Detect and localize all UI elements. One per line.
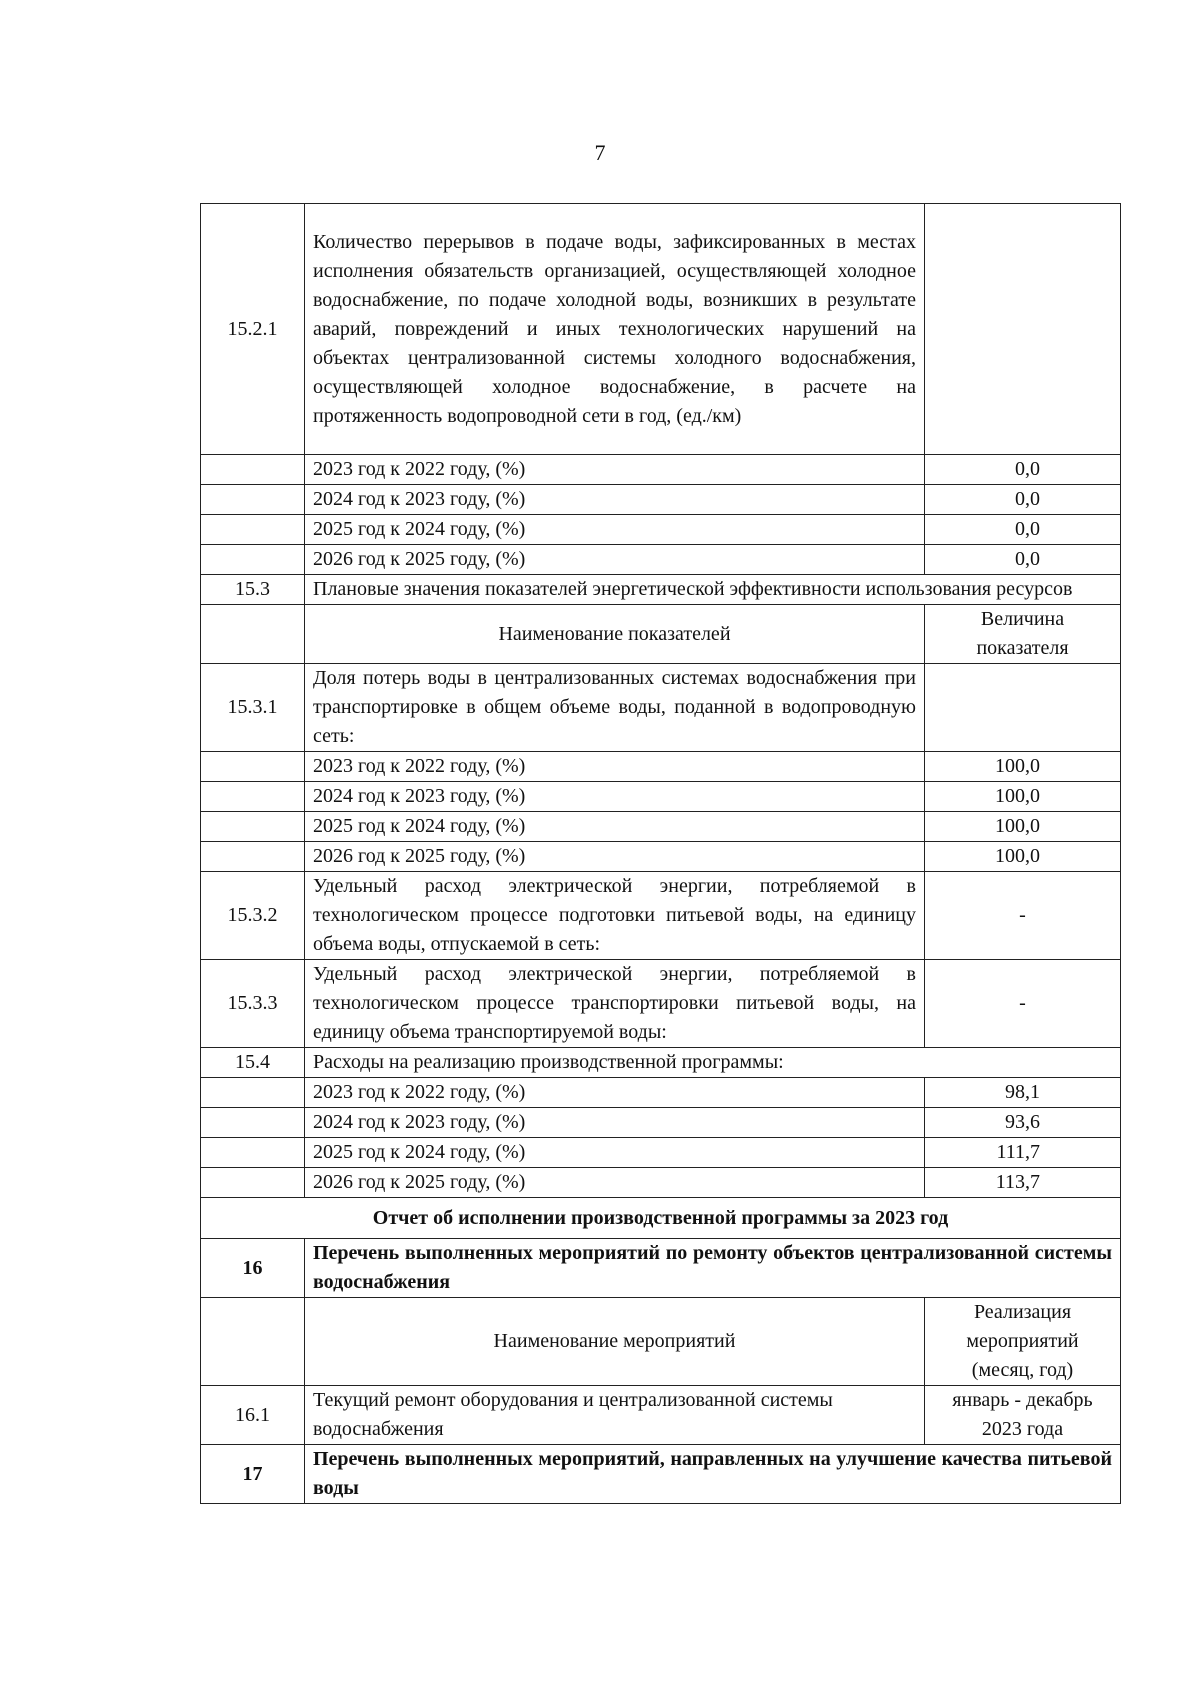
- table-row: [201, 1386, 1121, 1445]
- table-header-row: [201, 1298, 1121, 1386]
- row-label: 2026 год к 2025 году, (%): [305, 545, 925, 575]
- row-number: 15.3.2: [201, 872, 305, 960]
- row-value: 0,0: [925, 455, 1121, 485]
- table-row: [201, 1048, 1121, 1078]
- column-header-name: Наименование показателей: [305, 605, 925, 664]
- row-label: 2026 год к 2025 году, (%): [305, 842, 925, 872]
- row-number: 17: [201, 1445, 305, 1504]
- table-row: [201, 752, 1121, 782]
- row-description: Текущий ремонт оборудования и централизованной системы водоснабжения: [305, 1386, 925, 1445]
- row-value: [925, 664, 1121, 752]
- table-row: [201, 204, 1121, 455]
- table-row: [201, 1239, 1121, 1298]
- row-number: 15.3.3: [201, 960, 305, 1048]
- indicators-table: [200, 203, 1121, 1504]
- table-row: [201, 545, 1121, 575]
- table-row: [201, 664, 1121, 752]
- row-description: Плановые значения показателей энергетической эффективности использования ресурсов: [305, 575, 1121, 605]
- row-label: 2026 год к 2025 году, (%): [305, 1168, 925, 1198]
- row-number: 16.1: [201, 1386, 305, 1445]
- column-header-value: Величина показателя: [925, 605, 1121, 664]
- table-row: [201, 960, 1121, 1048]
- row-label: 2023 год к 2022 году, (%): [305, 1078, 925, 1108]
- row-description: Количество перерывов в подаче воды, зафиксированных в местах исполнения обязательств организацией, осуществляющей холодное водоснабжение, по подаче холодной воды, возникших в результате аварий, повреждений и иных технологических нарушений на объектах централизованной системы холодного водоснабжения, осуществляющей холодное водоснабжение, в расчете на протяженность водопроводной сети в год, (ед./км): [305, 204, 925, 455]
- row-value: [925, 204, 1121, 455]
- row-label: 2023 год к 2022 году, (%): [305, 752, 925, 782]
- table-row: [201, 872, 1121, 960]
- row-value: 113,7: [925, 1168, 1121, 1198]
- table-row: [201, 812, 1121, 842]
- table-row: [201, 1168, 1121, 1198]
- row-value: 0,0: [925, 545, 1121, 575]
- row-value: 98,1: [925, 1078, 1121, 1108]
- row-number: 15.4: [201, 1048, 305, 1078]
- row-value: 100,0: [925, 812, 1121, 842]
- row-description: Удельный расход электрической энергии, потребляемой в технологическом процессе подготовки питьевой воды, на единицу объема воды, отпускаемой в сеть:: [305, 872, 925, 960]
- table-row: [201, 842, 1121, 872]
- row-label: 2023 год к 2022 году, (%): [305, 455, 925, 485]
- row-value: -: [925, 960, 1121, 1048]
- row-value: январь - декабрь 2023 года: [925, 1386, 1121, 1445]
- table-row: [201, 575, 1121, 605]
- table-row: [201, 1108, 1121, 1138]
- column-header-name: Наименование мероприятий: [305, 1298, 925, 1386]
- page-number: 7: [594, 140, 606, 165]
- table-row: [201, 455, 1121, 485]
- row-description: Расходы на реализацию производственной программы:: [305, 1048, 1121, 1078]
- row-number: 15.2.1: [201, 204, 305, 455]
- table-row: [201, 782, 1121, 812]
- row-value: 0,0: [925, 515, 1121, 545]
- column-header-value: Реализация мероприятий (месяц, год): [925, 1298, 1121, 1386]
- row-value: 111,7: [925, 1138, 1121, 1168]
- table-row: [201, 515, 1121, 545]
- table-row: [201, 1198, 1121, 1239]
- row-value: 100,0: [925, 782, 1121, 812]
- table-row: [201, 1078, 1121, 1108]
- row-value: 100,0: [925, 842, 1121, 872]
- row-value: 0,0: [925, 485, 1121, 515]
- row-number: 15.3.1: [201, 664, 305, 752]
- row-label: 2025 год к 2024 году, (%): [305, 515, 925, 545]
- table-row: [201, 1445, 1121, 1504]
- row-value: 100,0: [925, 752, 1121, 782]
- row-number: 16: [201, 1239, 305, 1298]
- table-header-row: [201, 605, 1121, 664]
- row-label: 2024 год к 2023 году, (%): [305, 1108, 925, 1138]
- row-description: Удельный расход электрической энергии, потребляемой в технологическом процессе транспортировки питьевой воды, на единицу объема транспортируемой воды:: [305, 960, 925, 1048]
- report-title: Отчет об исполнении производственной программы за 2023 год: [201, 1198, 1121, 1239]
- row-description: Перечень выполненных мероприятий, направленных на улучшение качества питьевой воды: [305, 1445, 1121, 1504]
- row-value: 93,6: [925, 1108, 1121, 1138]
- row-label: 2024 год к 2023 году, (%): [305, 782, 925, 812]
- table-row: [201, 485, 1121, 515]
- row-value: -: [925, 872, 1121, 960]
- table-row: [201, 1138, 1121, 1168]
- row-description: Доля потерь воды в централизованных системах водоснабжения при транспортировке в общем объеме воды, поданной в водопроводную сеть:: [305, 664, 925, 752]
- row-label: 2025 год к 2024 году, (%): [305, 1138, 925, 1168]
- row-description: Перечень выполненных мероприятий по ремонту объектов централизованной системы водоснабжения: [305, 1239, 1121, 1298]
- row-label: 2024 год к 2023 году, (%): [305, 485, 925, 515]
- row-label: 2025 год к 2024 году, (%): [305, 812, 925, 842]
- row-number: 15.3: [201, 575, 305, 605]
